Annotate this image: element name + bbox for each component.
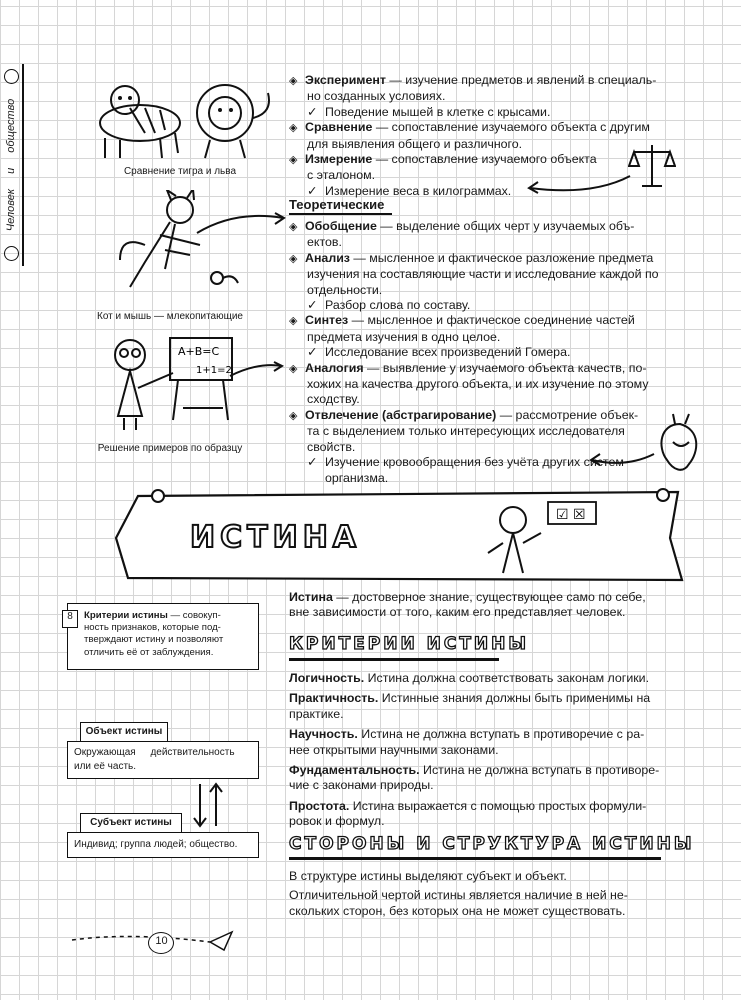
theoretical-title: Теоретические (289, 197, 385, 212)
page-number: 10 (155, 935, 168, 947)
criterion-simplicity: Простота. Истина выражается с помощью простых формули- ровок и формул. (289, 798, 647, 829)
checkmark-icon: ✓ (307, 183, 318, 198)
svg-text:☑ ☒: ☑ ☒ (556, 507, 586, 523)
diamond-icon: ◈ (289, 154, 298, 167)
criterion-logic: Логичность. Истина должна соответствовать законам логики. (289, 671, 650, 685)
chapter-circle-icon-bottom (4, 246, 19, 261)
arrow-to-generalization (195, 208, 290, 238)
method-measurement: ◈ Измерение — сопоставление изучаемого объекта с эталоном. ✓ Измерение веса в килограммах. (289, 152, 597, 198)
object-content-box (67, 741, 259, 779)
checkmark-icon: ✓ (307, 104, 318, 119)
object-title: Объект истины (85, 726, 163, 737)
diamond-icon: ◈ (289, 221, 298, 233)
cat-mouse-illustration (105, 190, 255, 300)
arrow-to-synthesis (228, 360, 288, 380)
method-abstraction: ◈ Отвлечение (абстрагирование) — рассмотрение объек- та с выделением только интересующих исследователя свойств. ✓ Изучение кровообращения без учёта других систем организма. (289, 407, 639, 485)
sides-text: В структуре истины выделяют субъект и объект. Отличительной чертой истины является наличие в ней не- скольких сторон, без которых она не может существовать. (289, 869, 628, 918)
criteria-heading: КРИТЕРИИ ИСТИНЫ (289, 634, 529, 654)
sides-heading: СТОРОНЫ И СТРУКТУРА ИСТИНЫ (289, 834, 695, 854)
board-line1: A+B=C (178, 345, 220, 358)
object-line1: Окружающая действительность (74, 747, 235, 758)
sides-underline (289, 857, 661, 860)
method-experiment: ◈ Эксперимент — изучение предметов и явлений в специаль- но созданных условиях. ✓ Поведение мышей в клетке с крысами. (289, 73, 657, 119)
method-synthesis: ◈ Синтез — мысленное и фактическое соединение частей предмета изучения в одно целое. ✓ Исследование всех произведений Гомера. (289, 313, 635, 360)
checkmark-icon: ✓ (307, 345, 318, 360)
note-chapter-badge: 8 (62, 610, 78, 628)
method-analogy: ◈ Аналогия — выявление у изучаемого объекта качеств, по- хожих на качества другого объекта, и их изучение по этому сходству. (289, 360, 649, 407)
diamond-icon: ◈ (289, 362, 298, 375)
diamond-icon: ◈ (289, 315, 298, 328)
caption-cat-mouse: Кот и мышь — млекопитающие (97, 311, 243, 322)
checkmark-icon: ✓ (307, 298, 318, 313)
subject-title: Субъект истины (90, 817, 172, 828)
diamond-icon: ◈ (289, 409, 298, 422)
criteria-note-box (67, 603, 259, 670)
tiger-lion-illustration (85, 78, 275, 166)
subject-title-box (80, 813, 182, 833)
note-text: Критерии истины — совокуп- ность признаков, которые под- тверждают истину и позволяют отличить её от заблуждения. (84, 610, 224, 658)
criterion-practicality: Практичность. Истинные знания должны быть применимы на практике. (289, 691, 651, 721)
arrow-to-measurement (522, 172, 634, 198)
heart-icon (655, 412, 705, 476)
criteria-underline (289, 658, 499, 661)
criterion-science: Научность. Истина не должна вступать в противоречие с ра- нее открытыми научными законами. (289, 727, 645, 757)
teacher-board-illustration (98, 333, 248, 433)
subject-text: Индивид; группа людей; общество. (74, 839, 238, 850)
criterion-fundamentality: Фундаментальность. Истина не должна вступать в противоре- чие с законами природы. (289, 763, 660, 793)
subject-content-box (67, 832, 259, 858)
truth-definition: Истина — достоверное знание, существующее само по себе, вне зависимости от того, каким его представляет человек. (289, 590, 646, 620)
object-line2: или её часть. (74, 761, 137, 772)
arrow-to-abstraction (586, 446, 658, 470)
banner-title: ИСТИНА (190, 520, 362, 555)
caption-examples: Решение примеров по образцу (97, 443, 243, 454)
diamond-icon: ◈ (289, 75, 298, 87)
side-label: Человек и общество (5, 98, 17, 232)
scales-icon (628, 140, 676, 192)
caption-tiger-lion: Сравнение тигра и льва (123, 166, 237, 177)
board-line2: 1+1=2 (196, 365, 232, 376)
diamond-icon: ◈ (289, 122, 298, 135)
theoretical-underline (289, 213, 392, 215)
diamond-icon: ◈ (289, 252, 298, 265)
method-comparison: ◈ Сравнение — сопоставление изучаемого объекта с другим для выявления общего и различного. (289, 120, 650, 151)
bidirectional-arrows-icon (188, 780, 228, 830)
method-generalization: ◈ Обобщение — выделение общих черт у изучаемых объ- ектов. (289, 219, 635, 250)
method-analysis: ◈ Анализ — мысленное и фактическое разложение предмета изучения на составляющие части и исследование каждой по отдельности. ✓ Разбор слова по составу. (289, 250, 659, 313)
chapter-circle-icon (4, 69, 19, 84)
object-title-box (80, 722, 168, 742)
checkmark-icon: ✓ (307, 455, 318, 470)
criteria-list (289, 671, 681, 830)
